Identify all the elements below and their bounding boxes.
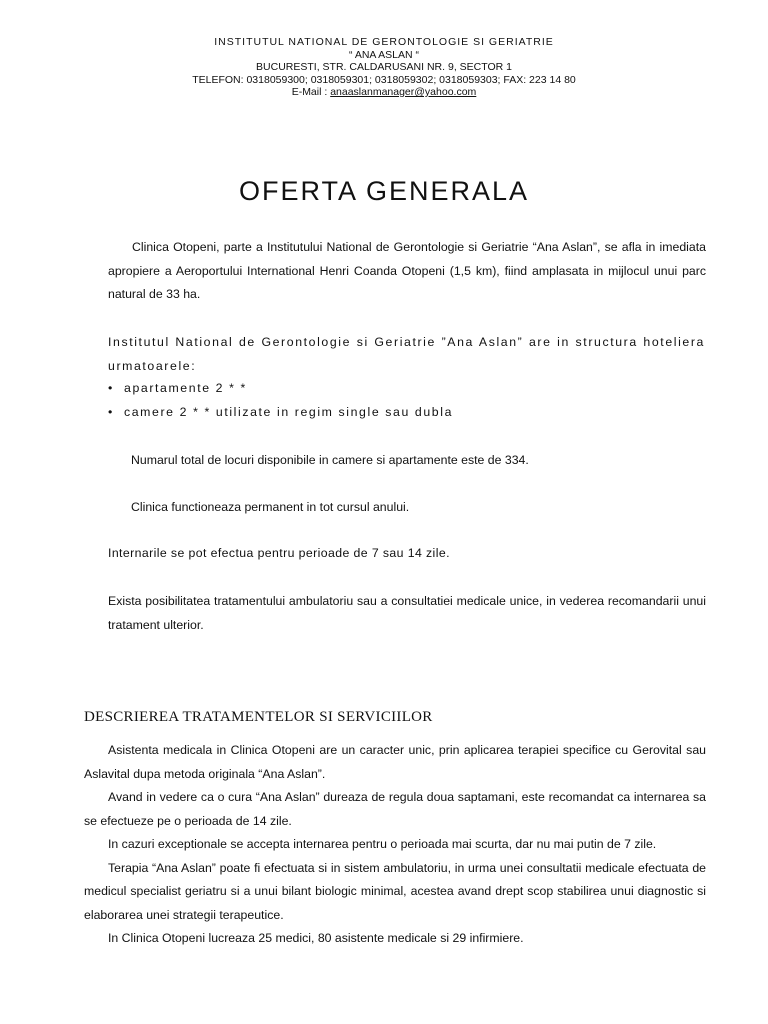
page-title: OFERTA GENERALA — [238, 176, 530, 206]
institute-phone: TELEFON: 0318059300; 0318059301; 0318059302; 0318059303; FAX: 223 14 80 — [192, 73, 576, 86]
bullet-icon: • — [108, 381, 113, 395]
intro-paragraph-schedule: Clinica functioneaza permanent in tot cursul anului. — [131, 500, 410, 514]
email-link[interactable]: anaaslanmanager@yahoo.com — [330, 86, 477, 98]
intro-paragraph-admission: Internarile se pot efectua pentru perioade de 7 sau 14 zile. — [108, 546, 450, 560]
section-paragraph: Asistenta medicala in Clinica Otopeni are un caracter unic, prin aplicarea terapiei specifice cu Gerovital sau Aslavital dupa metoda originala “Ana Aslan”. — [84, 743, 706, 781]
accommodation-list — [108, 377, 708, 424]
intro-paragraph-location: Clinica Otopeni, parte a Institutului National de Gerontologie si Geriatrie “Ana Aslan”, se afla in imediata apropiere a Aeroportului International Henri Coanda Otopeni (1,5 km), fiind amplasata in mijlocul unui parc natural de 33 ha. — [108, 240, 706, 301]
section-paragraph: Avand in vedere ca o cura “Ana Aslan” dureaza de regula doua saptamani, este recomandat ca internarea sa se efectueze pe o perioada de 14 zile. — [84, 790, 706, 828]
list-item-text: camere 2 * * utilizate in regim single sau dubla — [124, 404, 454, 419]
intro-paragraph-structure: Institutul National de Gerontologie si Geriatrie ”Ana Aslan” are in structura hoteliera urmatoarele: — [108, 335, 705, 373]
intro-paragraph-ambulatory: Exista posibilitatea tratamentului ambulatoriu sau a consultatiei medicale unice, in vederea recomandarii unui tratament ulterior. — [108, 594, 706, 632]
email-label: E-Mail : — [291, 86, 331, 98]
list-item — [108, 401, 708, 425]
section-heading: DESCRIEREA TRATAMENTELOR SI SERVICIILOR — [84, 709, 433, 725]
section-paragraph: In cazuri exceptionale se accepta internarea pentru o perioada mai scurta, dar nu mai putin de 7 zile. — [108, 837, 657, 851]
institute-email-line — [0, 86, 768, 99]
section-body — [84, 739, 706, 951]
institute-name: INSTITUTUL NATIONAL DE GERONTOLOGIE SI GERIATRIE — [214, 36, 554, 48]
institute-address: BUCURESTI, STR. CALDARUSANI NR. 9, SECTOR 1 — [256, 61, 512, 73]
bullet-icon: • — [108, 404, 113, 419]
section-paragraph: In Clinica Otopeni lucreaza 25 medici, 80 asistente medicale si 29 infirmiere. — [108, 931, 524, 945]
list-item-text: apartamente 2 * * — [124, 381, 247, 395]
letterhead — [0, 36, 768, 99]
institute-short-name: “ ANA ASLAN “ — [348, 48, 420, 61]
section-paragraph: Terapia “Ana Aslan” poate fi efectuata si in sistem ambulatoriu, in urma unei consultatii medicale efectuata de medicul specialist geriatru si a unui bilant biologic minimal, acestea avand drept scop stabilirea unui diagnostic si elaborarea unei strategii terapeutice. — [84, 860, 706, 922]
intro-paragraph-capacity: Numarul total de locuri disponibile in camere si apartamente este de 334. — [131, 453, 529, 467]
list-item — [108, 377, 708, 401]
